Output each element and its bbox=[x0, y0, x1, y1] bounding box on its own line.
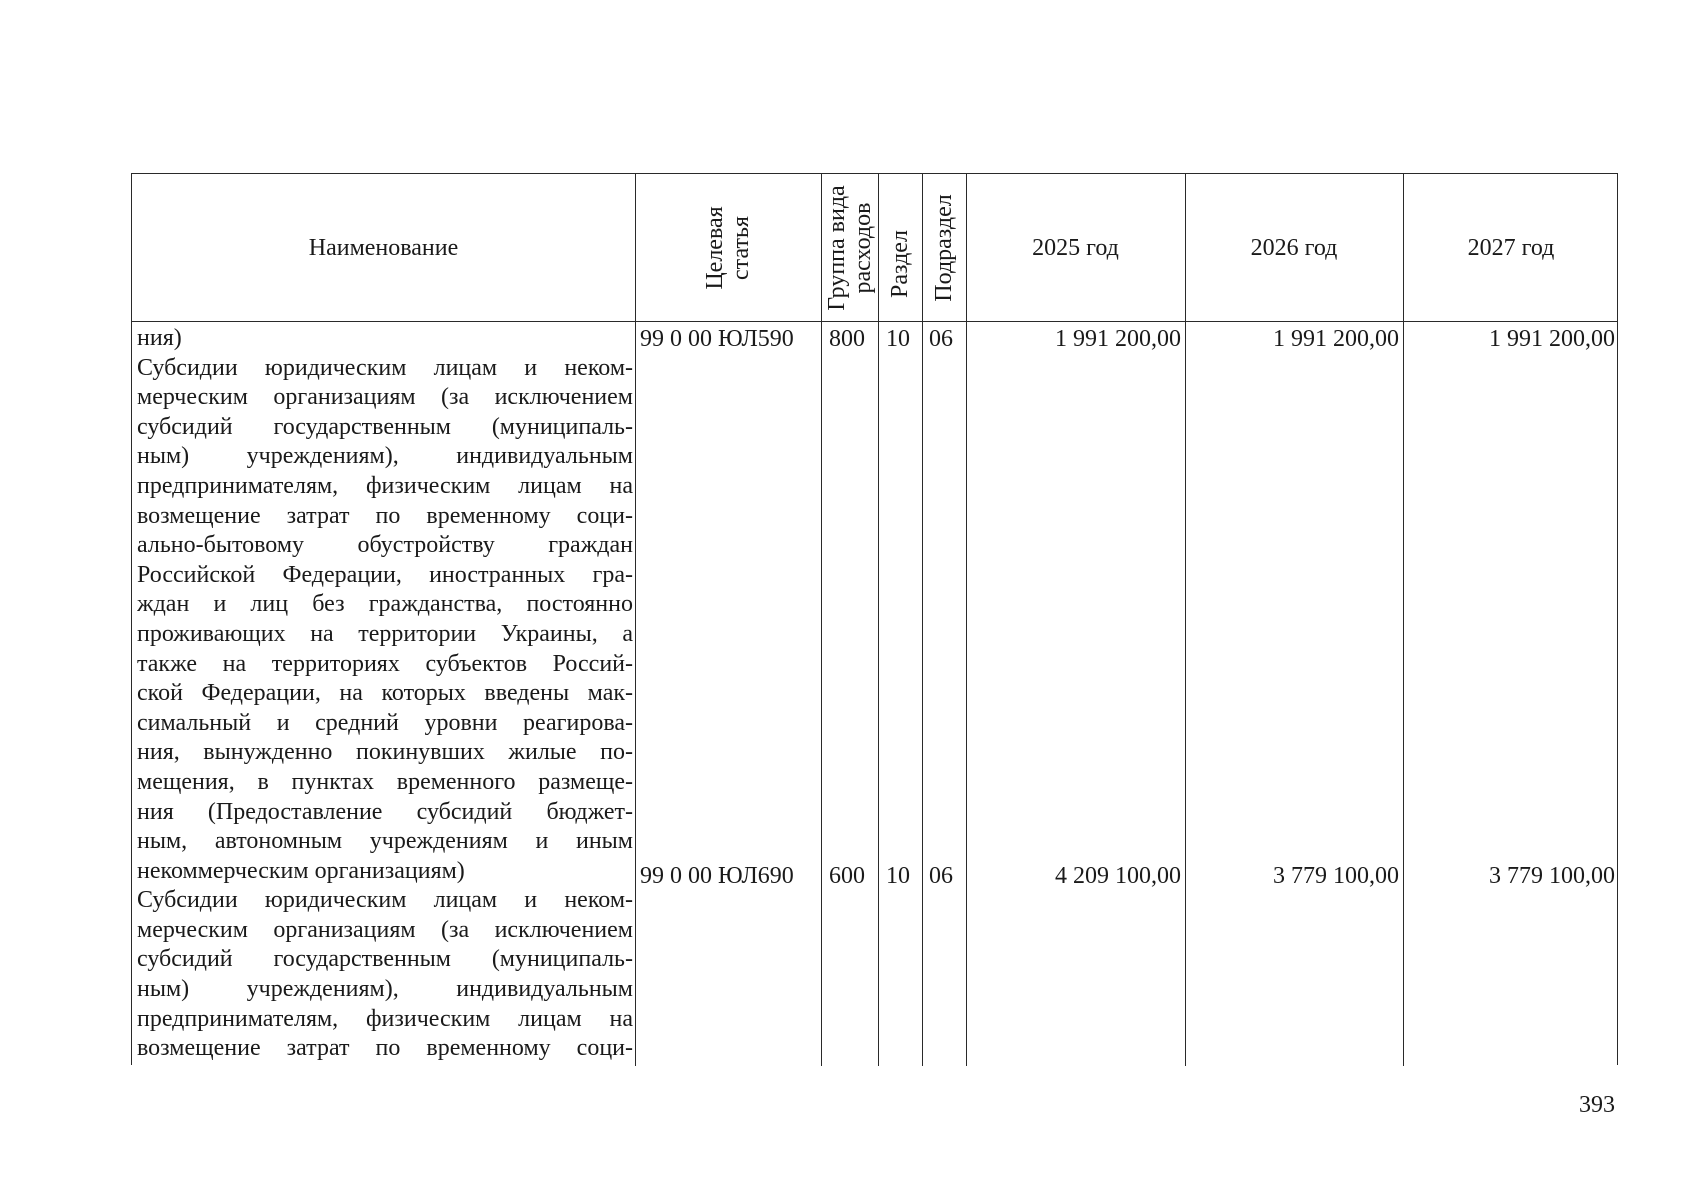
name-line: ным) учреждениям), индивидуальным bbox=[137, 443, 633, 470]
name-line: возмещение затрат по временному соци- bbox=[137, 502, 633, 529]
row-2-expense-group: 600 bbox=[829, 863, 865, 889]
name-line: ждан и лиц без гражданства, постоянно bbox=[137, 591, 633, 618]
name-line: Субсидии юридическим лицам и неком- bbox=[137, 887, 633, 914]
name-line: ской Федерации, на которых введены мак- bbox=[137, 680, 633, 707]
row-2-year-2027: 3 779 100,00 bbox=[1489, 863, 1615, 889]
header-target-article: Целевая статья bbox=[702, 206, 754, 290]
header-name: Наименование bbox=[308, 234, 459, 261]
row-name-text bbox=[137, 324, 633, 1064]
row-2-year-2025: 4 209 100,00 bbox=[1055, 863, 1181, 889]
header-year-2025: 2025 год bbox=[1032, 234, 1119, 261]
table-header bbox=[132, 174, 1617, 322]
row-1-year-2027: 1 991 200,00 bbox=[1489, 326, 1615, 352]
name-line: также на территориях субъектов Россий- bbox=[137, 650, 633, 677]
row-1-section: 10 bbox=[886, 326, 910, 352]
header-year-2026: 2026 год bbox=[1250, 234, 1338, 261]
name-line: ния (Предоставление субсидий бюджет- bbox=[137, 798, 633, 825]
name-line: ально-бытовому обустройству граждан bbox=[137, 532, 633, 559]
name-line: предпринимателям, физическим лицам на bbox=[137, 1005, 633, 1032]
budget-table bbox=[131, 173, 1618, 1065]
name-line: ния, вынужденно покинувших жилые по- bbox=[137, 739, 633, 766]
row-1-target-article: 99 0 00 ЮЛ590 bbox=[640, 326, 794, 352]
header-subsection: Подраздел bbox=[931, 194, 957, 302]
page-number: 393 bbox=[1579, 1092, 1615, 1118]
row-2-subsection: 06 bbox=[929, 863, 953, 889]
header-section: Раздел bbox=[887, 230, 913, 298]
row-1-subsection: 06 bbox=[929, 326, 953, 352]
name-line: проживающих на территории Украины, а bbox=[137, 620, 633, 647]
name-line: ным) учреждениям), индивидуальным bbox=[137, 976, 633, 1003]
name-line: субсидий государственным (муниципаль- bbox=[137, 946, 633, 973]
name-line: предпринимателям, физическим лицам на bbox=[137, 472, 633, 499]
name-line: Российской Федерации, иностранных гра- bbox=[137, 561, 633, 588]
name-line: Субсидии юридическим лицам и неком- bbox=[137, 354, 633, 381]
row-1-year-2026: 1 991 200,00 bbox=[1273, 326, 1399, 352]
name-line: ным, автономным учреждениям и иным bbox=[137, 828, 633, 855]
row-2-year-2026: 3 779 100,00 bbox=[1273, 863, 1399, 889]
row-2-target-article: 99 0 00 ЮЛ690 bbox=[640, 863, 794, 889]
name-line: некоммерческим организациям) bbox=[137, 857, 465, 884]
name-line: мерческим организациям (за исключением bbox=[137, 384, 633, 411]
name-line: мерческим организациям (за исключением bbox=[137, 916, 633, 943]
name-line: мещения, в пунктах временного размеще- bbox=[137, 768, 633, 795]
name-line: симальный и средний уровни реагирова- bbox=[137, 709, 633, 736]
row-2-section: 10 bbox=[886, 863, 910, 889]
name-line: субсидий государственным (муниципаль- bbox=[137, 413, 633, 440]
header-expense-group: Группа вида расходов bbox=[824, 185, 876, 311]
row-1-expense-group: 800 bbox=[829, 326, 865, 352]
name-line: возмещение затрат по временному соци- bbox=[137, 1035, 633, 1062]
name-line: ния) bbox=[137, 325, 182, 351]
row-1-year-2025: 1 991 200,00 bbox=[1055, 326, 1181, 352]
header-year-2027: 2027 год bbox=[1467, 234, 1555, 261]
